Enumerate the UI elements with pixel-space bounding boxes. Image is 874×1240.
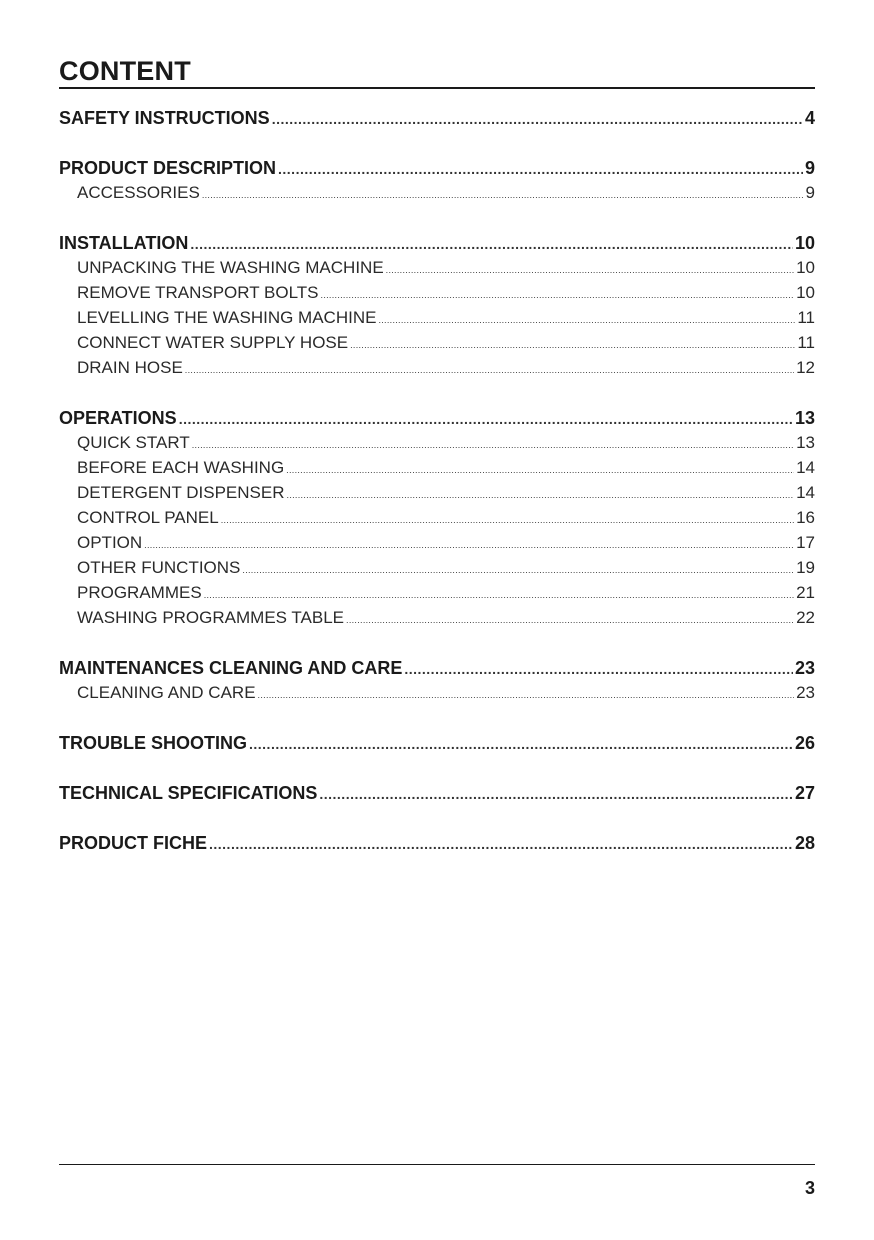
toc-page-number: 17 bbox=[796, 533, 815, 552]
toc-section-safety-instructions[interactable] bbox=[59, 108, 815, 133]
toc-label: TROUBLE SHOOTING bbox=[59, 733, 247, 753]
dot-leader bbox=[190, 236, 793, 252]
dot-leader bbox=[278, 161, 803, 177]
toc-label: OTHER FUNCTIONS bbox=[77, 558, 241, 577]
toc-label: WASHING PROGRAMMES TABLE bbox=[77, 608, 345, 627]
toc-subsection-unpacking[interactable] bbox=[59, 258, 815, 283]
toc-page-number: 10 bbox=[796, 283, 815, 302]
toc-subsection-other-functions[interactable] bbox=[59, 558, 815, 583]
dot-leader bbox=[404, 661, 793, 677]
toc-label: OPERATIONS bbox=[59, 408, 177, 428]
toc-subsection-accessories[interactable] bbox=[59, 183, 815, 208]
toc-page-number: 23 bbox=[794, 658, 815, 678]
toc-label: QUICK START bbox=[77, 433, 190, 452]
toc-label: DETERGENT DISPENSER bbox=[77, 483, 285, 502]
toc-page-number: 9 bbox=[805, 183, 815, 202]
page-number: 3 bbox=[804, 1178, 815, 1198]
dot-leader bbox=[209, 836, 793, 852]
dot-leader bbox=[350, 340, 795, 350]
toc-section-product-description[interactable] bbox=[59, 158, 815, 183]
dot-leader bbox=[321, 290, 795, 300]
toc-page-number: 19 bbox=[796, 558, 815, 577]
dot-leader bbox=[272, 111, 803, 127]
toc-subsection-cleaning-and-care[interactable] bbox=[59, 683, 815, 708]
toc-label: UNPACKING THE WASHING MACHINE bbox=[77, 258, 384, 277]
toc-page-number: 22 bbox=[796, 608, 815, 627]
toc-subsection-option[interactable] bbox=[59, 533, 815, 558]
toc-section-operations[interactable] bbox=[59, 408, 815, 433]
toc-label: CLEANING AND CARE bbox=[77, 683, 256, 702]
toc-page-number: 11 bbox=[797, 333, 815, 352]
dot-leader bbox=[202, 190, 804, 200]
footer-divider bbox=[59, 1164, 815, 1165]
toc-page-number: 28 bbox=[794, 833, 815, 853]
toc-page-number: 4 bbox=[804, 108, 815, 128]
page-title: CONTENT bbox=[59, 56, 191, 86]
dot-leader bbox=[221, 515, 794, 525]
toc-page-number: 13 bbox=[796, 433, 815, 452]
dot-leader bbox=[204, 590, 794, 600]
toc-label: DRAIN HOSE bbox=[77, 358, 183, 377]
toc-page-number: 10 bbox=[794, 233, 815, 253]
toc-subsection-control-panel[interactable] bbox=[59, 508, 815, 533]
dot-leader bbox=[185, 365, 794, 375]
toc-label: PRODUCT DESCRIPTION bbox=[59, 158, 277, 178]
toc-label: SAFETY INSTRUCTIONS bbox=[59, 108, 270, 128]
toc-label: CONTROL PANEL bbox=[77, 508, 219, 527]
toc-page-number: 13 bbox=[794, 408, 815, 428]
dot-leader bbox=[249, 736, 793, 752]
toc-subsection-quick-start[interactable] bbox=[59, 433, 815, 458]
toc-page-number: 21 bbox=[796, 583, 815, 602]
toc-label: ACCESSORIES bbox=[77, 183, 200, 202]
toc-section-technical-specifications[interactable] bbox=[59, 783, 815, 808]
title-divider bbox=[59, 87, 815, 89]
toc-section-product-fiche[interactable] bbox=[59, 833, 815, 858]
toc-label: BEFORE EACH WASHING bbox=[77, 458, 285, 477]
toc-section-maintenance[interactable] bbox=[59, 658, 815, 683]
toc-page-number: 14 bbox=[796, 458, 815, 477]
toc-page-number: 9 bbox=[804, 158, 815, 178]
toc-page-number: 14 bbox=[796, 483, 815, 502]
dot-leader bbox=[144, 540, 794, 550]
toc-page-number: 10 bbox=[796, 258, 815, 277]
dot-leader bbox=[179, 411, 793, 427]
toc-label: REMOVE TRANSPORT BOLTS bbox=[77, 283, 319, 302]
toc-subsection-programmes[interactable] bbox=[59, 583, 815, 608]
toc-page-number: 23 bbox=[796, 683, 815, 702]
toc-label: PROGRAMMES bbox=[77, 583, 202, 602]
toc-subsection-water-supply-hose[interactable] bbox=[59, 333, 815, 358]
dot-leader bbox=[287, 490, 795, 500]
toc-page-number: 16 bbox=[796, 508, 815, 527]
toc-section-installation[interactable] bbox=[59, 233, 815, 258]
toc-subsection-transport-bolts[interactable] bbox=[59, 283, 815, 308]
toc-subsection-levelling[interactable] bbox=[59, 308, 815, 333]
dot-leader bbox=[192, 440, 794, 450]
dot-leader bbox=[258, 690, 795, 700]
toc-page-number: 11 bbox=[797, 308, 815, 327]
toc-subsection-programmes-table[interactable] bbox=[59, 608, 815, 633]
toc-section-trouble-shooting[interactable] bbox=[59, 733, 815, 758]
dot-leader bbox=[386, 265, 794, 275]
toc-subsection-drain-hose[interactable] bbox=[59, 358, 815, 383]
dot-leader bbox=[378, 315, 795, 325]
toc-label: MAINTENANCES CLEANING AND CARE bbox=[59, 658, 403, 678]
dot-leader bbox=[346, 615, 794, 625]
dot-leader bbox=[319, 786, 793, 802]
toc-subsection-before-each-washing[interactable] bbox=[59, 458, 815, 483]
toc-page-number: 12 bbox=[796, 358, 815, 377]
toc-label: PRODUCT FICHE bbox=[59, 833, 207, 853]
toc-page-number: 26 bbox=[794, 733, 815, 753]
toc-label: CONNECT WATER SUPPLY HOSE bbox=[77, 333, 349, 352]
toc-label: OPTION bbox=[77, 533, 143, 552]
toc-label: LEVELLING THE WASHING MACHINE bbox=[77, 308, 377, 327]
dot-leader bbox=[286, 465, 794, 475]
toc-label: INSTALLATION bbox=[59, 233, 189, 253]
toc-subsection-detergent-dispenser[interactable] bbox=[59, 483, 815, 508]
toc-page-number: 27 bbox=[794, 783, 815, 803]
toc-label: TECHNICAL SPECIFICATIONS bbox=[59, 783, 318, 803]
dot-leader bbox=[242, 565, 794, 575]
